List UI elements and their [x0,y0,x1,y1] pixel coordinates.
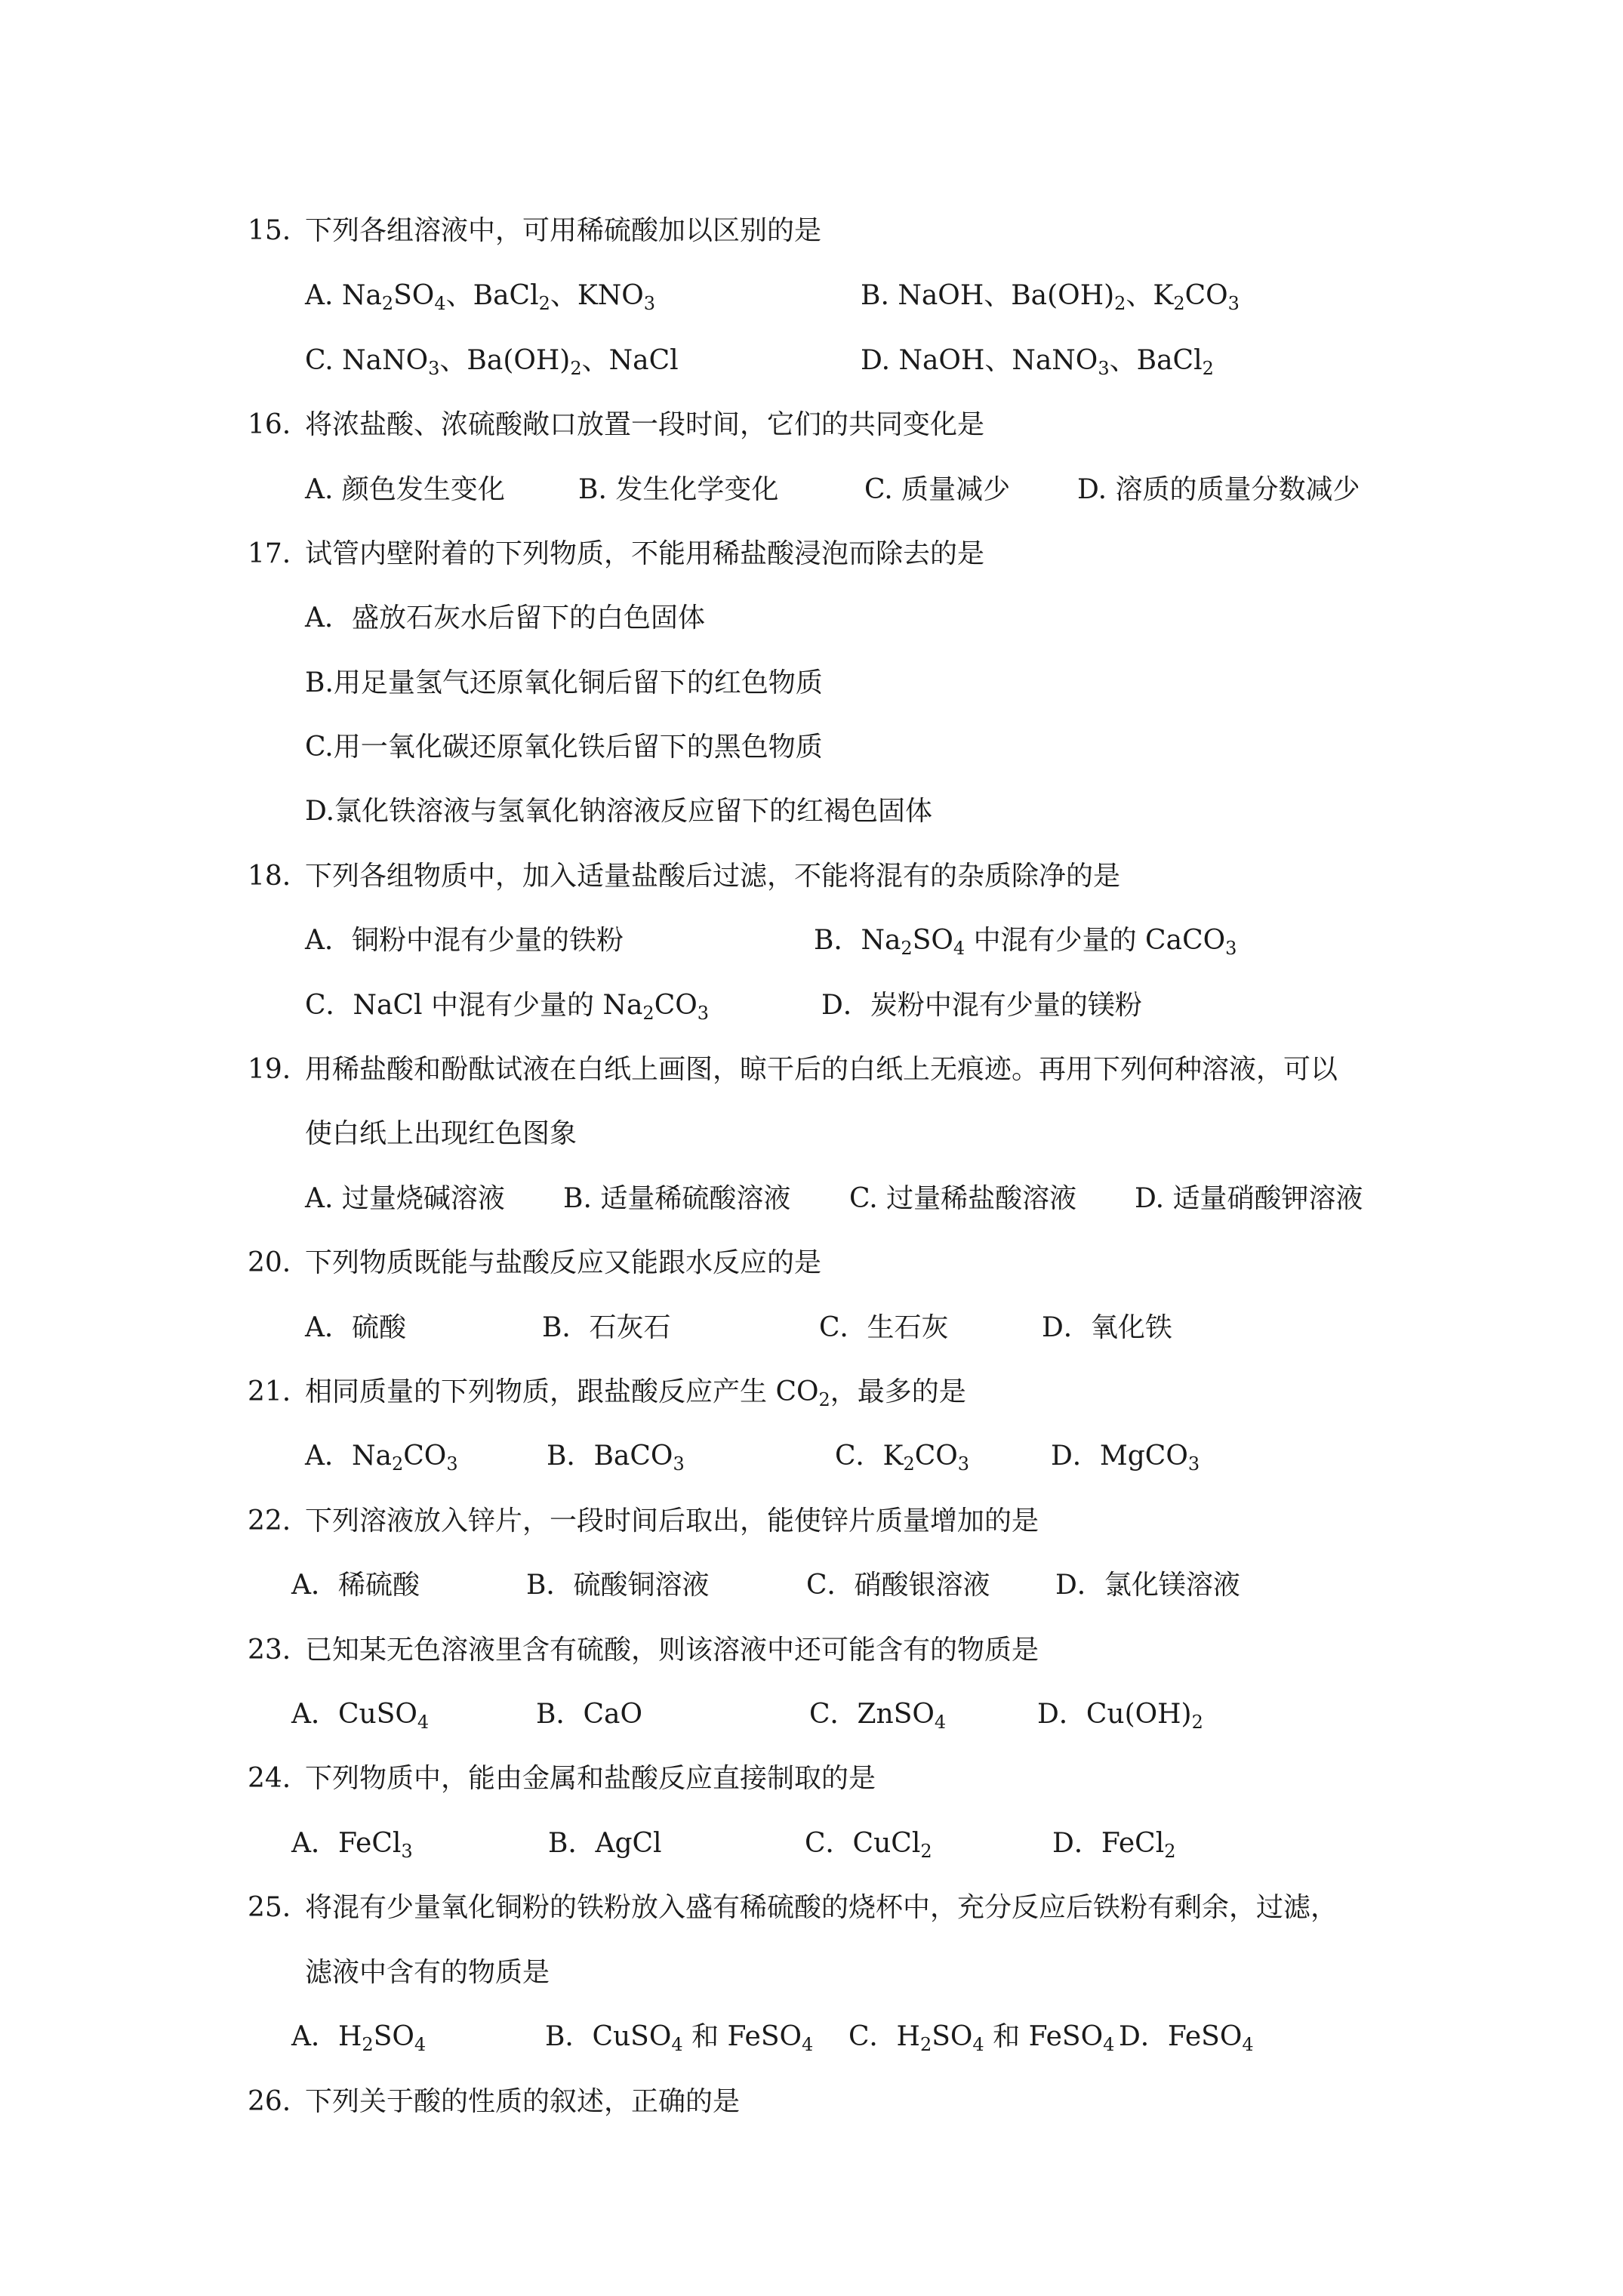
option-a: A．$H_2SO_4$ [291,2021,427,2055]
option-a: A．盛放石灰水后留下的白色固体 [305,603,705,633]
option-b: B．硫酸铜溶液 [526,1570,710,1601]
option-c: C. 质量减少 [864,474,1011,505]
option-a: A. 过量烧碱溶液 [305,1183,505,1214]
option-d: D. NaOH、NaNO$_3$、BaCl$_2$ [861,345,1214,379]
question-number: 15. [248,215,291,246]
option-d: D. 适量硝酸钾溶液 [1135,1183,1363,1214]
question-number: 25. [248,1892,291,1923]
option-b: B．BaCO$_3$ [547,1441,685,1475]
question-number: 23. [248,1635,291,1666]
option-c: C．$H_2SO_4$ 和 FeSO$_4$ [848,2021,1115,2055]
option-b: B．CaO [536,1699,642,1730]
option-c: C．硝酸银溶液 [806,1570,990,1601]
question-number: 21. [248,1376,291,1407]
question-stem: 已知某无色溶液里含有硫酸，则该溶液中还可能含有的物质是 [305,1635,1039,1666]
option-a: A．FeCl$_3$ [291,1828,413,1862]
option-d: D．FeSO$_4$ [1119,2021,1254,2055]
option-a: A．硫酸 [305,1312,406,1343]
option-b: B. 发生化学变化 [578,474,779,505]
question-number: 19. [248,1054,291,1085]
question-stem: 下列物质中，能由金属和盐酸反应直接制取的是 [305,1763,876,1794]
question-stem: 相同质量的下列物质，跟盐酸反应产生 $CO_2$，最多的是 [305,1376,966,1410]
option-d: D. 溶质的质量分数减少 [1077,474,1360,505]
option-d: D．MgCO$_3$ [1051,1441,1200,1475]
option-d: D．氧化铁 [1042,1312,1172,1343]
option-c: C．CuCl$_2$ [805,1828,932,1862]
option-c: C．生石灰 [819,1312,949,1343]
question-stem: 用稀盐酸和酚酞试液在白纸上画图，晾干后的白纸上无痕迹。再用下列何种溶液，可以 [305,1054,1338,1085]
question-stem: 下列物质既能与盐酸反应又能跟水反应的是 [305,1247,822,1278]
question-number: 16. [248,409,291,440]
option-b: B．CuSO$_4$ 和 FeSO$_4$ [545,2021,814,2055]
option-a: A．稀硫酸 [291,1570,420,1601]
option-d: D．FeCl$_2$ [1052,1828,1176,1862]
question-stem: 下列关于酸的性质的叙述，正确的是 [305,2086,741,2117]
question-number: 22. [248,1505,291,1536]
question-stem: 下列各组物质中，加入适量盐酸后过滤，不能将混有的杂质除净的是 [305,861,1121,892]
option-c: C．ZnSO$_4$ [809,1699,947,1733]
option-a: A．铜粉中混有少量的铁粉 [305,925,624,956]
option-d: D.氯化铁溶液与氢氧化钠溶液反应留下的红褐色固体 [305,796,933,827]
question-stem: 试管内壁附着的下列物质，不能用稀盐酸浸泡而除去的是 [305,538,985,569]
option-a: A. $Na_2SO_4$、BaCl$_2$、$KNO_3$ [305,280,656,314]
question-stem-line-2: 使白纸上出现红色图象 [305,1118,577,1149]
option-b: B．石灰石 [542,1312,671,1343]
question-stem: 下列各组溶液中，可用稀硫酸加以区别的是 [305,215,822,246]
option-c: C. NaNO$_3$、$Ba(OH)_2$、NaCl [305,345,679,379]
question-stem: 将浓盐酸、浓硫酸敞口放置一段时间，它们的共同变化是 [305,409,985,440]
option-b: B. 适量稀硫酸溶液 [563,1183,791,1214]
option-b: B. NaOH、$Ba(OH)_2$、$K_2CO_3$ [861,280,1240,314]
option-d: D．氯化镁溶液 [1055,1570,1240,1601]
question-number: 20. [248,1247,291,1278]
question-stem: 下列溶液放入锌片，一段时间后取出，能使锌片质量增加的是 [305,1505,1039,1536]
option-d: D．炭粉中混有少量的镁粉 [821,990,1142,1021]
option-b: B.用足量氢气还原氧化铜后留下的红色物质 [305,667,823,698]
option-d: D．$Cu(OH)_2$ [1037,1699,1203,1733]
option-a: A．$Na_2CO_3$ [305,1441,458,1475]
option-c: C．NaCl 中混有少量的 $Na_2CO_3$ [305,990,710,1024]
option-c: C.用一氧化碳还原氧化铁后留下的黑色物质 [305,732,823,763]
question-number: 17. [248,538,291,569]
question-number: 18. [248,861,291,892]
option-a: A．CuSO$_4$ [291,1699,430,1733]
option-c: C. 过量稀盐酸溶液 [849,1183,1077,1214]
option-c: C．$K_2CO_3$ [835,1441,970,1475]
question-number: 24. [248,1763,291,1794]
option-a: A. 颜色发生变化 [305,474,505,505]
option-b: B．AgCl [548,1828,662,1859]
question-stem: 将混有少量氧化铜粉的铁粉放入盛有稀硫酸的烧杯中，充分反应后铁粉有剩余，过滤， [305,1892,1338,1923]
question-number: 26. [248,2086,291,2117]
question-stem-line-2: 滤液中含有的物质是 [305,1957,550,1988]
option-b: B．$Na_2SO_4$ 中混有少量的 CaCO$_3$ [814,925,1237,959]
